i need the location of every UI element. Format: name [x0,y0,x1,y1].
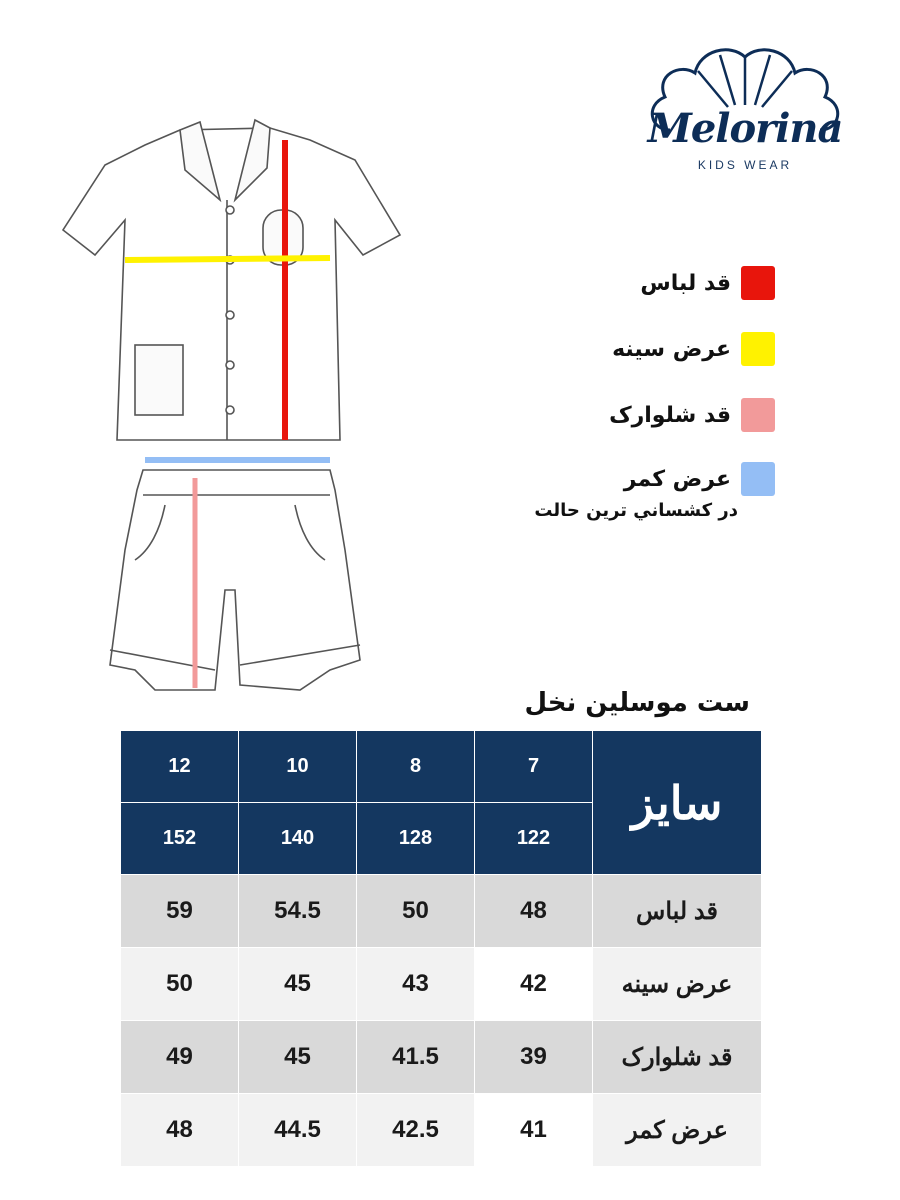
table-cell: 41 [475,1094,593,1167]
height-cell: 152 [121,803,239,875]
table-cell: 45 [239,948,357,1021]
legend-swatch-blue [741,462,775,496]
shirt-drawing [63,120,400,440]
table-cell: 50 [121,948,239,1021]
legend-item-chest-width [612,331,775,367]
table-cell: 49 [121,1021,239,1094]
age-cell: 7 [475,731,593,803]
legend-label: قد لباس [640,270,731,296]
legend-label: عرض کمر [623,466,731,492]
table-cell: 48 [475,875,593,948]
row-label: عرض سینه [593,948,762,1021]
table-row [121,1021,762,1094]
age-cell: 10 [239,731,357,803]
product-title: ست موسلین نخل [524,688,750,718]
row-label: عرض کمر [593,1094,762,1167]
size-table [120,730,762,1167]
table-row [121,1094,762,1167]
table-header-row [121,731,762,803]
table-cell: 39 [475,1021,593,1094]
table-cell: 42.5 [357,1094,475,1167]
height-cell: 122 [475,803,593,875]
table-cell: 41.5 [357,1021,475,1094]
brand-logo [640,35,850,185]
size-header-cell: سایز [593,731,762,875]
legend-item-waist-width [624,461,775,497]
shorts-drawing [110,470,360,690]
table-row [121,948,762,1021]
legend-item-shorts-length [609,397,775,433]
table-cell: 54.5 [239,875,357,948]
brand-tagline: KIDS WEAR [697,158,793,172]
table-cell: 59 [121,875,239,948]
table-row [121,875,762,948]
legend-item-dress-length [640,265,775,301]
row-label: قد لباس [593,875,762,948]
legend-swatch-red [741,266,775,300]
table-cell: 48 [121,1094,239,1167]
garment-illustration [55,110,415,700]
table-cell: 43 [357,948,475,1021]
legend-label: قد شلوارک [609,402,731,428]
chest-width-line [125,258,330,260]
legend-note: در کشساني ترين حالت [534,500,738,521]
table-cell: 44.5 [239,1094,357,1167]
table-cell: 45 [239,1021,357,1094]
legend-swatch-pink [741,398,775,432]
legend-label: عرض سینه [612,336,731,362]
row-label: قد شلوارک [593,1021,762,1094]
legend-swatch-yellow [741,332,775,366]
age-cell: 12 [121,731,239,803]
height-cell: 140 [239,803,357,875]
table-cell: 50 [357,875,475,948]
table-cell: 42 [475,948,593,1021]
age-cell: 8 [357,731,475,803]
brand-name: Melorina [647,105,843,152]
height-cell: 128 [357,803,475,875]
